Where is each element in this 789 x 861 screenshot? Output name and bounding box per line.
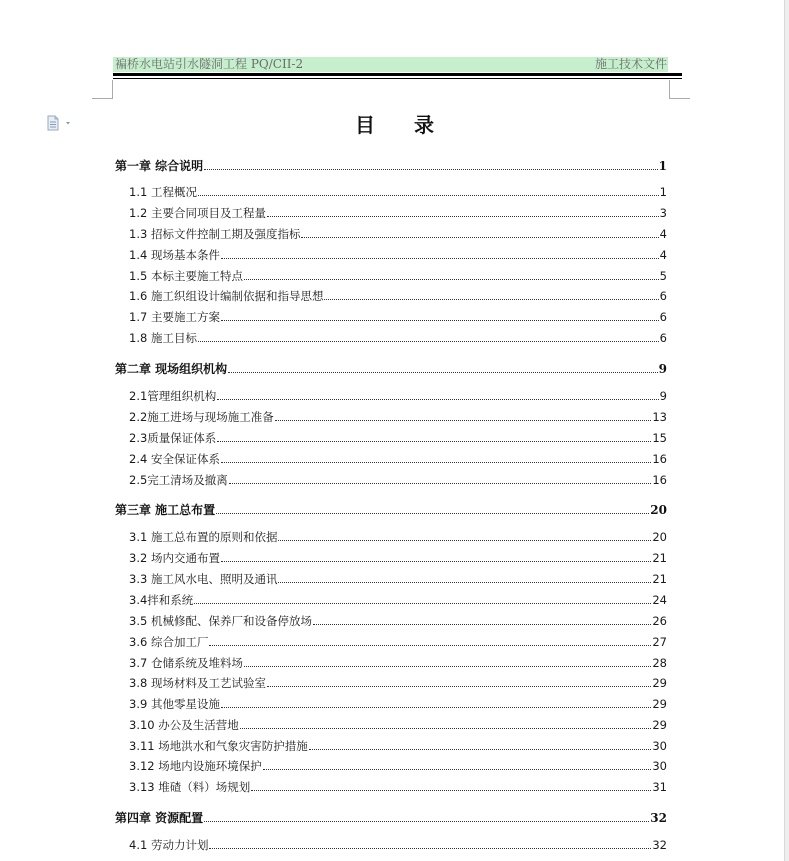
header-rule-thick — [113, 73, 682, 76]
header-project-title: 褊桥水电站引水隧洞工程 PQ/CII-2 — [115, 57, 304, 71]
toc-page-number: 5 — [659, 269, 667, 283]
toc-entry-label: 1.2 主要合同项目及工程量 — [129, 206, 266, 220]
toc-page-number: 1 — [659, 185, 667, 199]
toc-section-entry[interactable] — [129, 613, 667, 629]
toc-page-number: 9 — [658, 362, 667, 376]
toc-entry-label: 3.11 场地洪水和气象灾害防护措施 — [129, 739, 308, 753]
toc-section-entry[interactable] — [129, 655, 667, 671]
toc-entry-label: 3.3 施工风水电、照明及通讯 — [129, 572, 278, 586]
toc-entry-label: 4.1 劳动力计划 — [129, 838, 209, 852]
toc-dot-leader — [221, 258, 659, 259]
toc-page-number: 15 — [652, 431, 667, 445]
toc-entry-label: 1.6 施工织组设计编制依据和指导思想 — [129, 289, 324, 303]
toc-page-number: 4 — [659, 248, 667, 262]
toc-page-number: 31 — [652, 780, 667, 794]
toc-chapter-entry[interactable] — [115, 501, 667, 518]
toc-entry-label: 1.7 主要施工方案 — [129, 310, 220, 324]
toc-entry-label: 3.2 场内交通布置 — [129, 551, 220, 565]
toc-dot-leader — [221, 462, 651, 463]
toc-page-number: 32 — [650, 811, 667, 825]
toc-page-number: 20 — [650, 503, 667, 517]
toc-entry-label: 3.7 仓储系统及堆料场 — [129, 656, 243, 670]
header-rule-thin — [113, 78, 682, 79]
toc-page-number: 4 — [659, 227, 667, 241]
toc-page-number: 29 — [652, 676, 667, 690]
toc-page-number: 9 — [659, 389, 667, 403]
toc-dot-leader — [229, 483, 652, 484]
header-document-type: 施工技术文件 — [594, 57, 667, 71]
toc-page-number: 27 — [652, 635, 667, 649]
toc-page-number: 21 — [652, 551, 667, 565]
toc-page-number: 26 — [652, 614, 667, 628]
toc-dot-leader — [198, 341, 659, 342]
toc-entry-label: 第三章 施工总布置 — [115, 503, 216, 517]
toc-entry-label: 1.1 工程概况 — [129, 185, 197, 199]
toc-dot-leader — [278, 582, 651, 583]
toc-section-entry[interactable] — [129, 205, 667, 221]
toc-section-entry[interactable] — [129, 268, 667, 284]
toc-dot-leader — [217, 441, 651, 442]
page-corner-mark-left — [92, 80, 113, 99]
toc-section-entry[interactable] — [129, 430, 667, 446]
toc-section-entry[interactable] — [129, 330, 667, 346]
toc-section-entry[interactable] — [129, 779, 667, 795]
toc-entry-label: 3.5 机械修配、保养厂和设备停放场 — [129, 614, 312, 628]
toc-entry-label: 第二章 现场组织机构 — [115, 362, 228, 376]
toc-entry-label: 1.4 现场基本条件 — [129, 248, 220, 262]
toc-entry-label: 1.3 招标文件控制工期及强度指标 — [129, 227, 301, 241]
toc-dot-leader — [324, 299, 658, 300]
toc-section-entry[interactable] — [129, 388, 667, 404]
toc-dot-leader — [267, 686, 651, 687]
toc-dot-leader — [198, 195, 659, 196]
toc-section-entry[interactable] — [129, 571, 667, 587]
toc-section-entry[interactable] — [129, 550, 667, 566]
toc-entry-label: 2.2施工进场与现场施工准备 — [129, 410, 274, 424]
toc-page-number: 16 — [652, 452, 667, 466]
toc-section-entry[interactable] — [129, 529, 667, 545]
toc-entry-label: 2.3质量保证体系 — [129, 431, 217, 445]
toc-section-entry[interactable] — [129, 184, 667, 200]
toc-section-entry[interactable] — [129, 309, 667, 325]
toc-section-entry[interactable] — [129, 226, 667, 242]
toc-page-number: 24 — [652, 593, 667, 607]
toc-page-number: 3 — [659, 206, 667, 220]
toc-dot-leader — [301, 237, 658, 238]
toc-dot-leader — [228, 372, 657, 373]
toc-page-number: 28 — [652, 656, 667, 670]
toc-chapter-entry[interactable] — [115, 157, 667, 174]
toc-dot-leader — [209, 848, 651, 849]
toc-entry-label: 第四章 资源配置 — [115, 811, 204, 825]
toc-entry-label: 3.6 综合加工厂 — [129, 635, 209, 649]
toc-entry-label: 第一章 综合说明 — [115, 159, 204, 173]
toc-entry-label: 3.4拌和系统 — [129, 593, 194, 607]
toc-entry-label: 2.1管理组织机构 — [129, 389, 217, 403]
toc-page-number: 29 — [652, 697, 667, 711]
toc-dot-leader — [275, 420, 652, 421]
toc-dot-leader — [209, 645, 651, 646]
toc-entry-label: 3.13 堆碴（料）场规划 — [129, 780, 251, 794]
toc-section-entry[interactable] — [129, 696, 667, 712]
toc-section-entry[interactable] — [129, 837, 667, 853]
toc-page-number: 29 — [652, 718, 667, 732]
toc-dot-leader — [263, 769, 652, 770]
toc-dot-leader — [204, 169, 657, 170]
toc-dot-leader — [278, 540, 651, 541]
toc-dot-leader — [221, 320, 659, 321]
toc-page-number: 6 — [659, 331, 667, 345]
toc-entry-label: 3.12 场地内设施环境保护 — [129, 759, 262, 773]
toc-section-entry[interactable] — [129, 738, 667, 754]
toc-section-entry[interactable] — [129, 592, 667, 608]
toc-dot-leader — [313, 624, 651, 625]
toc-entry-label: 1.5 本标主要施工特点 — [129, 269, 243, 283]
toc-dot-leader — [309, 749, 652, 750]
toc-entry-label: 3.1 施工总布置的原则和依据 — [129, 530, 278, 544]
page-corner-mark-right — [669, 80, 690, 99]
toc-dot-leader — [204, 821, 649, 822]
toc-dot-leader — [216, 513, 649, 514]
toc-section-entry[interactable] — [129, 634, 667, 650]
toc-dot-leader — [244, 279, 659, 280]
toc-dot-leader — [194, 603, 651, 604]
toc-entry-label: 3.10 办公及生活营地 — [129, 718, 239, 732]
toc-page-number: 20 — [652, 530, 667, 544]
toc-entry-label: 1.8 施工目标 — [129, 331, 197, 345]
toc-entry-label: 2.5完工清场及撤离 — [129, 473, 228, 487]
toc-section-entry[interactable] — [129, 758, 667, 774]
toc-page-number: 21 — [652, 572, 667, 586]
toc-section-entry[interactable] — [129, 472, 667, 488]
toc-section-entry[interactable] — [129, 675, 667, 691]
page-title: 目 录 — [355, 113, 450, 137]
toc-page-number: 6 — [659, 289, 667, 303]
toc-page-number: 30 — [652, 739, 667, 753]
toc-entry-label: 2.4 安全保证体系 — [129, 452, 220, 466]
toc-chapter-entry[interactable] — [115, 360, 667, 377]
toc-page-number: 13 — [652, 410, 667, 424]
toc-dot-leader — [217, 399, 658, 400]
toc-page-number: 32 — [652, 838, 667, 852]
toc-page-number: 30 — [652, 759, 667, 773]
toc-dot-leader — [251, 790, 651, 791]
toc-section-entry[interactable] — [129, 717, 667, 733]
toc-section-entry[interactable] — [129, 247, 667, 263]
toc-dot-leader — [240, 728, 652, 729]
toc-page-number: 1 — [658, 159, 667, 173]
toc-dot-leader — [221, 561, 651, 562]
toc-page-number: 6 — [659, 310, 667, 324]
toc-section-entry[interactable] — [129, 288, 667, 304]
toc-entry-label: 3.8 现场材料及工艺试验室 — [129, 676, 266, 690]
toc-section-entry[interactable] — [129, 409, 667, 425]
toc-dot-leader — [244, 666, 651, 667]
toc-dot-leader — [267, 216, 659, 217]
toc-dot-leader — [221, 707, 651, 708]
toc-section-entry[interactable] — [129, 451, 667, 467]
toc-entry-label: 3.9 其他零星设施 — [129, 697, 220, 711]
toc-chapter-entry[interactable] — [115, 809, 667, 826]
toc-page-number: 16 — [652, 473, 667, 487]
